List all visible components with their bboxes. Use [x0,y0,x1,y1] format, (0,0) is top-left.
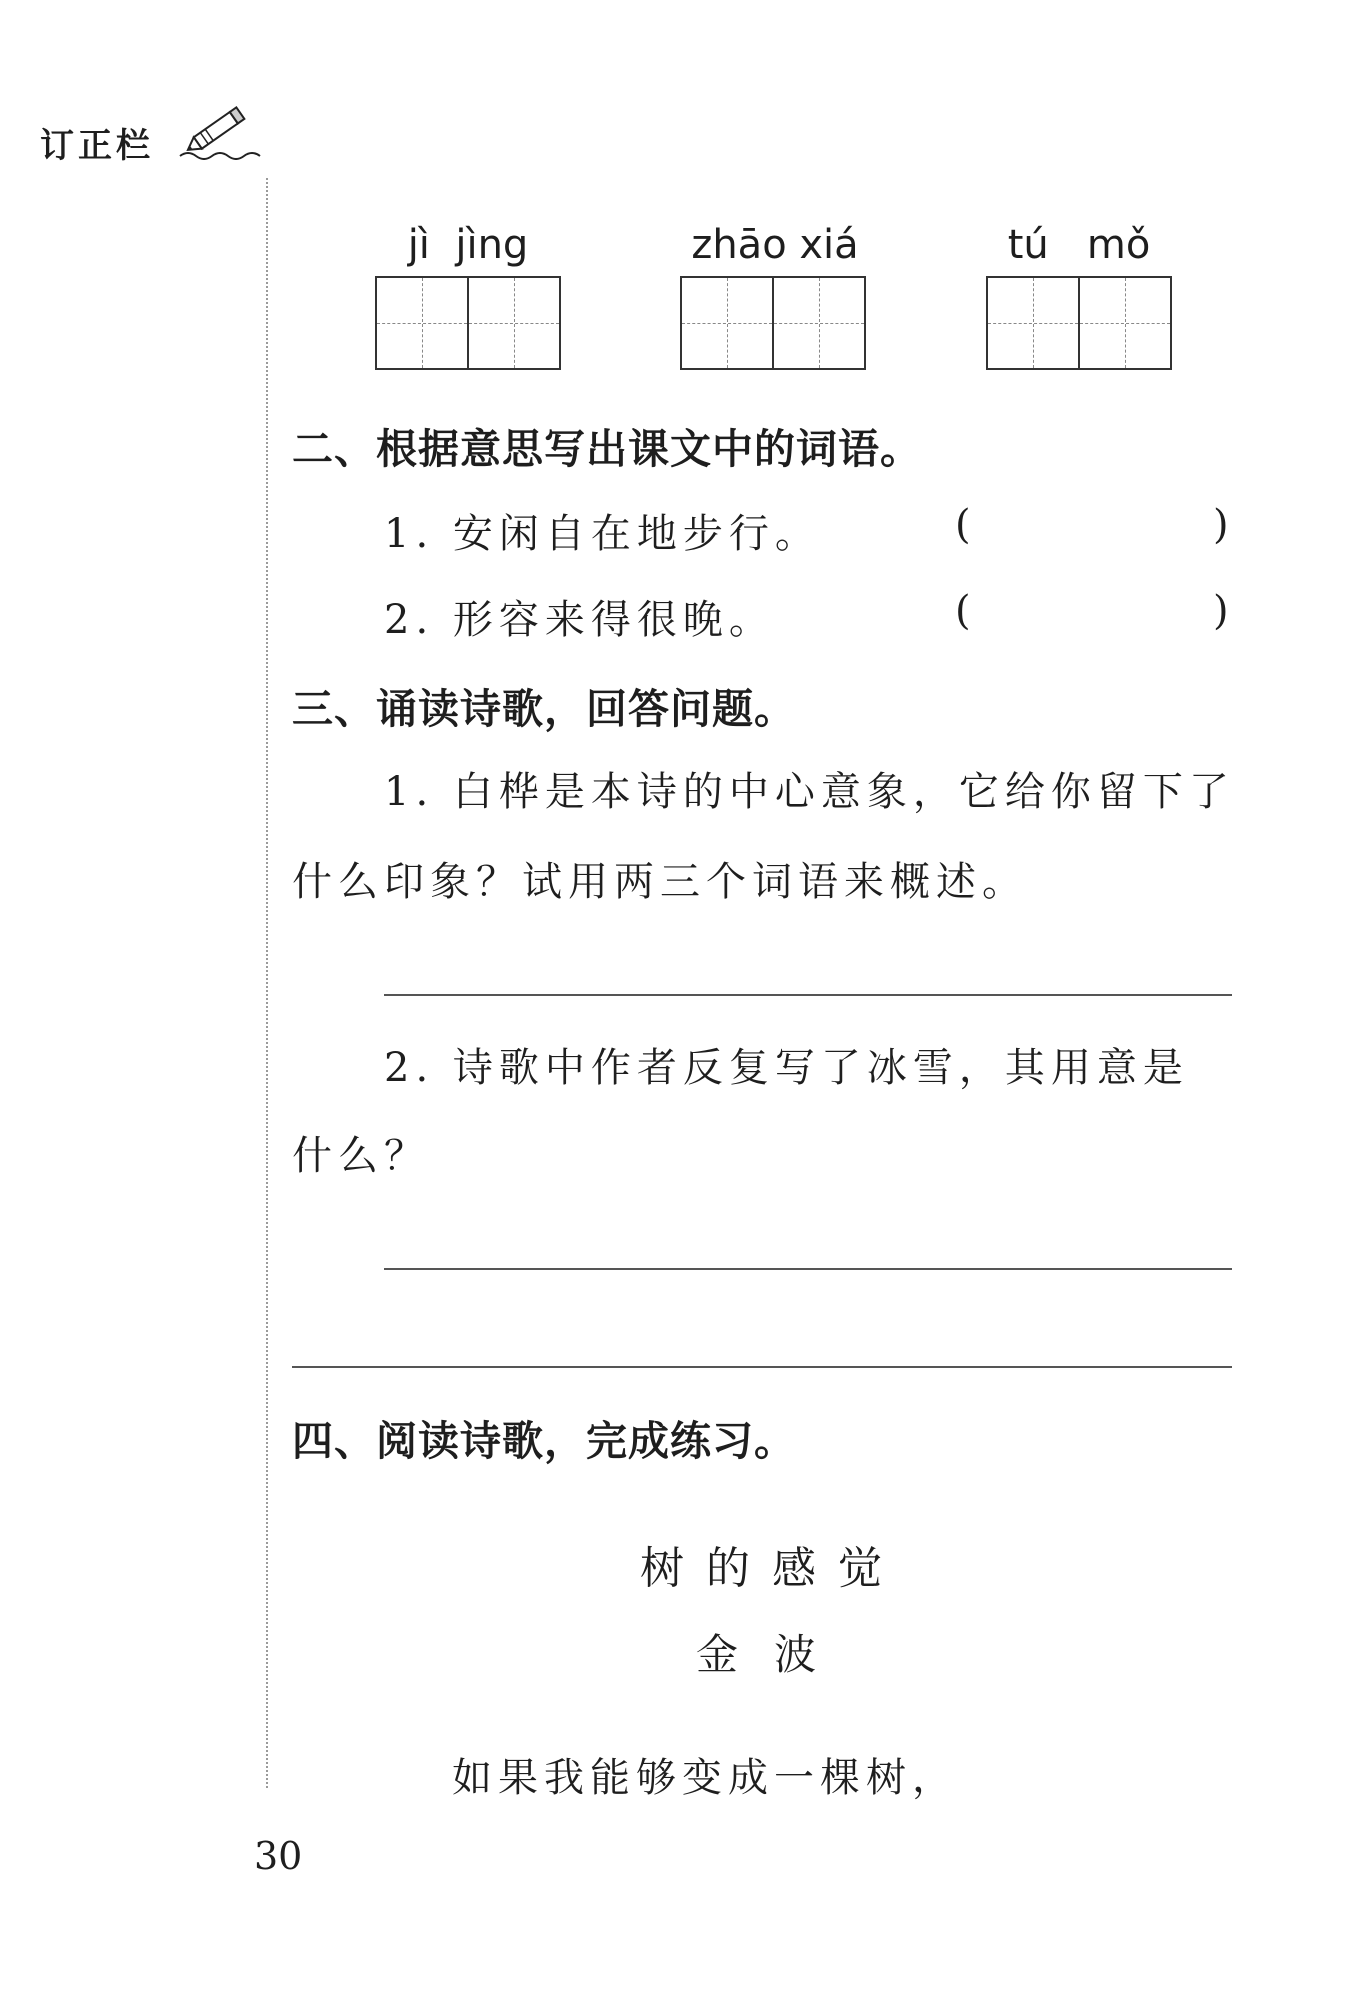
answer-line[interactable] [292,1366,1232,1368]
close-paren: ) [1213,588,1229,634]
question-text: 2. 形容来得很晚。 [384,597,775,643]
page-number: 30 [254,1834,303,1878]
pinyin-label: tú mǒ [1007,222,1151,268]
answer-blank[interactable] [985,500,1205,552]
grid-cell[interactable] [469,278,559,368]
poem-author: 金波 [696,1630,853,1679]
grid-cell[interactable] [682,278,774,368]
question-text: 2. 诗歌中作者反复写了冰雪，其用意是 [384,1045,1189,1091]
poem-title: 树的感觉 [640,1543,904,1594]
grid-cell[interactable] [377,278,469,368]
pencil-icon [178,100,268,164]
grid-cell[interactable] [988,278,1080,368]
section-heading: 二、根据意思写出课文中的词语。 [292,425,922,473]
correction-column-title: 订正栏 [40,126,154,166]
answer-line[interactable] [384,1268,1232,1270]
grid-cell[interactable] [774,278,864,368]
question-text: 什么？ [292,1133,430,1179]
writing-grid[interactable] [680,276,866,370]
section-heading: 三、诵读诗歌，回答问题。 [292,685,796,733]
open-paren: ( [955,502,971,548]
poem-line: 如果我能够变成一棵树， [452,1755,958,1801]
question-text: 什么印象？试用两三个词语来概述。 [292,859,1028,905]
writing-grid[interactable] [986,276,1172,370]
question-text: 1. 安闲自在地步行。 [384,511,821,557]
pinyin-label: jì jìng [407,222,529,268]
margin-dotted-rule [266,178,268,1788]
answer-line[interactable] [384,994,1232,996]
pinyin-label: zhāo xiá [691,222,859,268]
answer-blank[interactable] [985,586,1205,638]
section-heading: 四、阅读诗歌，完成练习。 [292,1417,796,1465]
grid-cell[interactable] [1080,278,1170,368]
question-text: 1. 白桦是本诗的中心意象，它给你留下了 [384,769,1235,815]
close-paren: ) [1213,502,1229,548]
writing-grid[interactable] [375,276,561,370]
open-paren: ( [955,588,971,634]
